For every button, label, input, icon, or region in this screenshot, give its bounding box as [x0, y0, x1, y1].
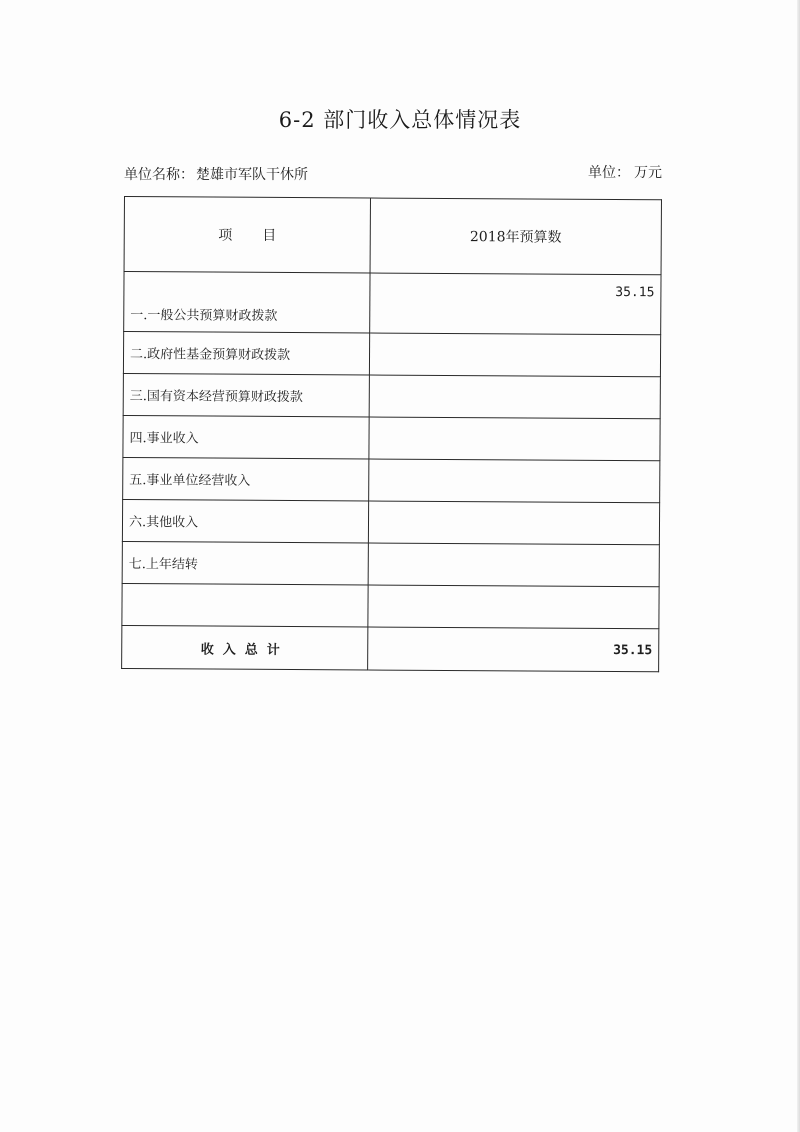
currency-unit-label: 单位：: [588, 165, 630, 181]
currency-unit-value: 万元: [634, 165, 662, 181]
total-amount: 35.15: [368, 627, 659, 672]
unit-name-value: 楚雄市军队干休所: [196, 167, 308, 183]
row-item: 三.国有资本经营预算财政拨款: [123, 373, 369, 417]
row-item: 一.一般公共预算财政拨款: [124, 272, 370, 334]
header-item: 项目: [124, 197, 370, 274]
table-row: [124, 272, 661, 335]
table-row: [123, 332, 660, 377]
table-row: [123, 457, 660, 502]
page-title: 6-2 部门收入总体情况表: [278, 108, 522, 132]
row-item: [122, 583, 368, 627]
row-item: 五.事业单位经营收入: [123, 457, 369, 501]
total-label: 收入总计: [122, 625, 368, 670]
unit-name-line: [124, 164, 308, 184]
row-amount: [369, 459, 660, 503]
total-row: [122, 625, 659, 671]
header-amount: 2018年预算数: [370, 198, 661, 275]
currency-unit-line: [588, 162, 662, 182]
table-row: [122, 583, 659, 628]
table-row: [123, 415, 660, 460]
row-amount: [368, 501, 659, 545]
row-item: 二.政府性基金预算财政拨款: [123, 332, 369, 376]
table-row: [122, 499, 659, 544]
row-amount: [369, 375, 660, 419]
row-amount: [368, 585, 659, 629]
unit-name-label: 单位名称：: [124, 167, 194, 183]
table-row: [122, 541, 659, 586]
row-amount: [369, 417, 660, 461]
income-summary-table: [121, 196, 662, 672]
row-amount: 35.15: [370, 273, 661, 335]
row-item: 六.其他收入: [122, 499, 368, 543]
row-item: 四.事业收入: [123, 415, 369, 459]
row-item: 七.上年结转: [122, 541, 368, 585]
row-amount: [368, 543, 659, 587]
table-header-row: [124, 197, 661, 275]
table-row: [123, 373, 660, 418]
row-amount: [369, 333, 660, 377]
